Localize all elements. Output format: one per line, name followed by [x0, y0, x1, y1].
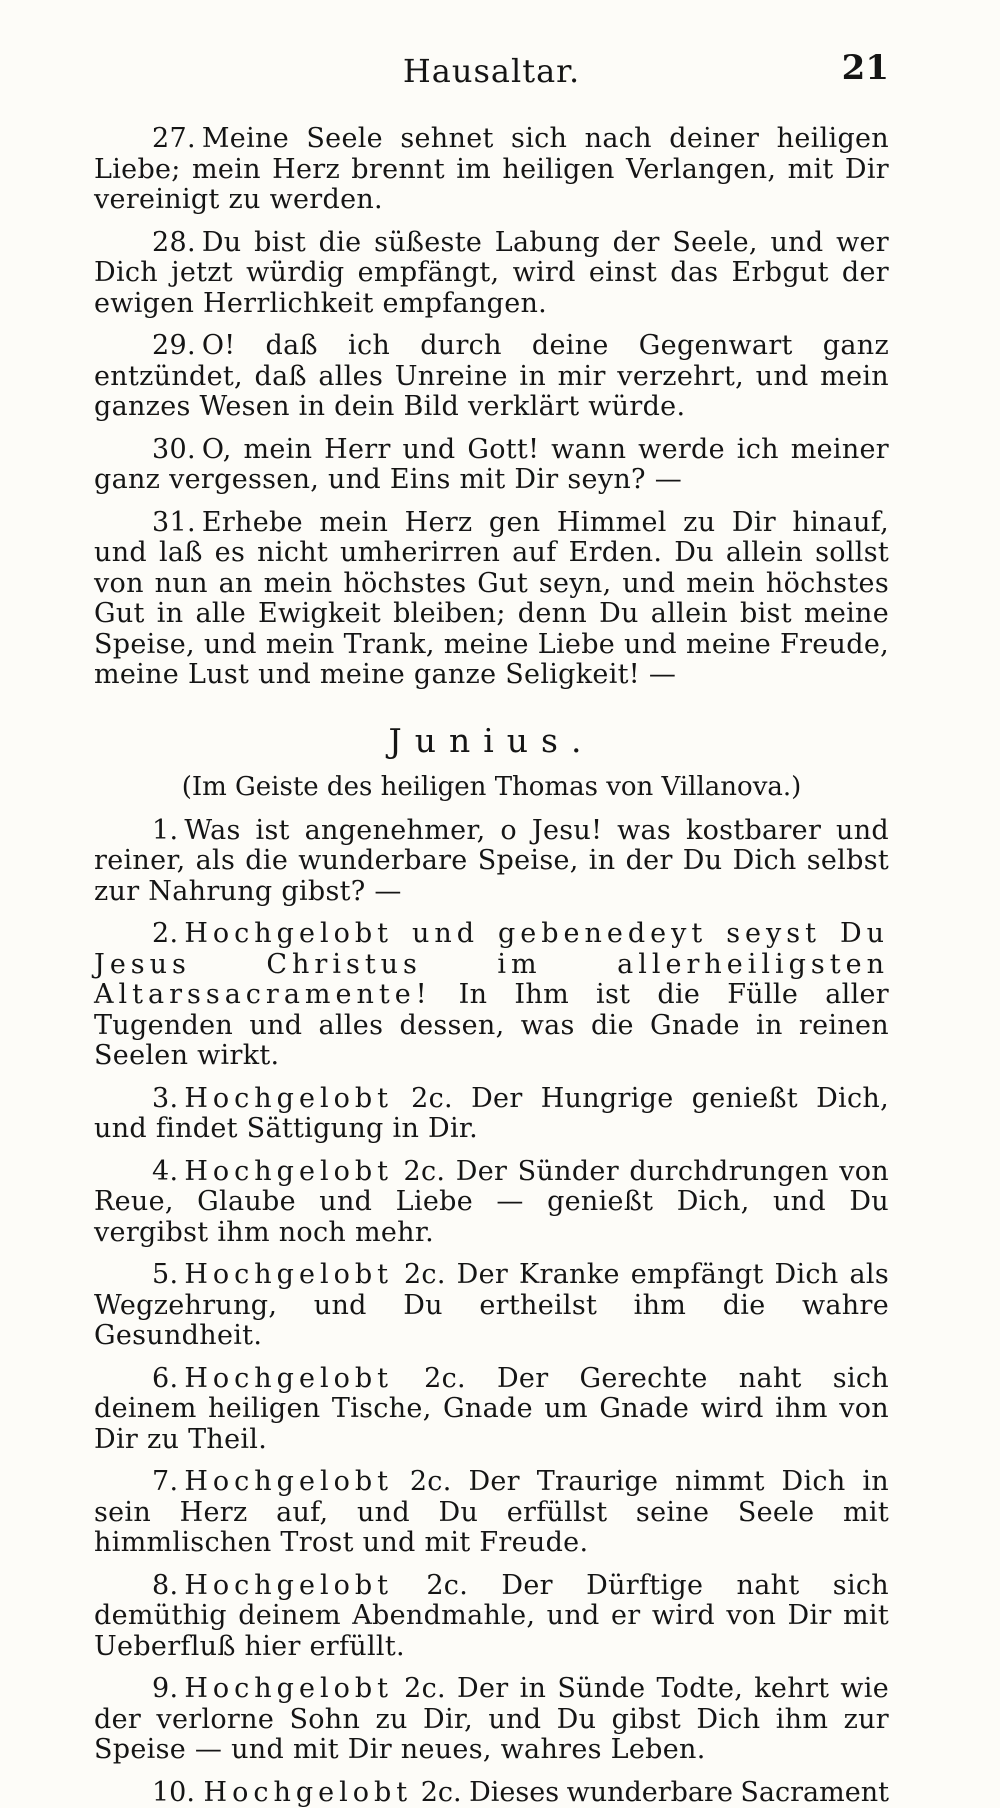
paragraph-text: 2c. Der Traurige nimmt Dich in sein Herz auf, und Du erfüllst seine Seele mit himmlischen Trost und mit Freude. [94, 1466, 889, 1558]
page-number: 21 [842, 48, 889, 88]
paragraph-text: 2c. Der Hungrige genießt Dich, und findet Sättigung in Dir. [94, 1083, 889, 1145]
section-subtitle: (Im Geiste des heiligen Thomas von Villanova.) [94, 772, 889, 802]
spaced-invocation: Hochgelobt [204, 1777, 413, 1808]
paragraph-text: 2c. Der in Sünde Todte, kehrt wie der verlorne Sohn zu Dir, und Du gibst Dich ihm zur Speise — und mit Dir neues, wahres Leben. [94, 1673, 889, 1765]
paragraph-8 [94, 1571, 889, 1663]
paragraph-number: 5. [152, 1259, 178, 1290]
paragraph-28 [94, 228, 889, 320]
paragraph-number: 4. [152, 1156, 178, 1187]
paragraph-text: O! daß ich durch deine Gegenwart ganz entzündet, daß alles Unreine in mir verzehrt, und mein ganzes Wesen in dein Bild verklärt würde. [94, 330, 889, 422]
paragraph-5 [94, 1260, 889, 1352]
section-title: Junius. [94, 721, 889, 760]
paragraph-text: In Ihm ist die Fülle aller Tugenden und alles dessen, was die Gnade in reinen Seelen wirkt. [94, 979, 889, 1071]
paragraph-number: 10. [152, 1777, 195, 1808]
page-header [94, 48, 889, 98]
paragraph-number: 27. [152, 123, 196, 154]
paragraph-3 [94, 1084, 889, 1145]
paragraph-number: 6. [152, 1363, 178, 1394]
page-body [94, 124, 889, 1808]
paragraph-6 [94, 1364, 889, 1456]
spaced-invocation: Hochgelobt [184, 1466, 393, 1497]
spaced-invocation: Hochgelobt [184, 1673, 393, 1704]
paragraph-number: 8. [152, 1570, 178, 1601]
paragraph-number: 7. [152, 1466, 178, 1497]
paragraph-7 [94, 1467, 889, 1559]
paragraph-number: 31. [152, 507, 196, 538]
paragraph-number: 29. [152, 330, 196, 361]
paragraph-text: 2c. Der Dürftige naht sich demüthig deinem Abendmahle, und er wird von Dir mit Ueberfluß hier erfüllt. [94, 1570, 889, 1662]
spaced-invocation: Hochgelobt und gebenedeyt seyst Du Jesus Christus im allerheiligsten Altarssacramente! [94, 918, 889, 1010]
paragraph-text: Was ist angenehmer, o Jesu! was kostbarer und reiner, als die wunderbare Speise, in der Du Dich selbst zur Nahrung gibst? — [94, 815, 889, 907]
spaced-invocation: Hochgelobt [184, 1570, 393, 1601]
spaced-invocation: Hochgelobt [184, 1259, 393, 1290]
paragraph-27 [94, 124, 889, 216]
running-title: Hausaltar. [94, 52, 889, 90]
paragraph-number: 28. [152, 227, 196, 258]
paragraph-4 [94, 1157, 889, 1249]
paragraph-text: 2c. Der Sünder durchdrungen von Reue, Glaube und Liebe — genießt Dich, und Du vergibst ihm noch mehr. [94, 1156, 889, 1248]
paragraph-number: 3. [152, 1083, 178, 1114]
paragraph-9 [94, 1674, 889, 1766]
paragraph-29 [94, 331, 889, 423]
paragraph-number: 30. [152, 434, 196, 465]
word: Dieses [469, 1778, 559, 1808]
paragraph-1 [94, 816, 889, 908]
spaced-invocation: Hochgelobt [184, 1083, 393, 1114]
paragraph-text: O, mein Herr und Gott! wann werde ich meiner ganz vergessen, und Eins mit Dir seyn? — [94, 434, 889, 496]
paragraph-number: 1. [152, 815, 178, 846]
word: Sacrament [740, 1778, 889, 1808]
paragraph-10-first-line [94, 1778, 889, 1808]
spaced-invocation: Hochgelobt [184, 1156, 393, 1187]
abbreviation: 2c. [421, 1777, 462, 1808]
paragraph-text: Meine Seele sehnet sich nach deiner heiligen Liebe; mein Herz brennt im heiligen Verlangen, mit Dir vereinigt zu werden. [94, 123, 889, 215]
paragraph-text: 2c. Der Gerechte naht sich deinem heiligen Tische, Gnade um Gnade wird ihm von Dir zu Theil. [94, 1363, 889, 1455]
paragraph-text: Du bist die süßeste Labung der Seele, und wer Dich jetzt würdig empfängt, wird einst das Erbgut der ewigen Herrlichkeit empfangen. [94, 227, 889, 319]
paragraph-number: 9. [152, 1673, 178, 1704]
paragraph-30 [94, 435, 889, 496]
spaced-invocation: Hochgelobt [184, 1363, 393, 1394]
paragraph-text: Erhebe mein Herz gen Himmel zu Dir hinauf, und laß es nicht umherirren auf Erden. Du allein sollst von nun an mein höchstes Gut seyn, und mein höchstes Gut in alle Ewigkeit bleiben; denn Du allein bist meine Speise, und mein Trank, meine Liebe und meine Freude, meine Lust und meine ganze Seligkeit! — [94, 507, 889, 691]
paragraph-31 [94, 508, 889, 691]
word: wunderbare [567, 1778, 733, 1808]
paragraph-number: 2. [152, 918, 178, 949]
paragraph-text: 2c. Der Kranke empfängt Dich als Wegzehrung, und Du ertheilst ihm die wahre Gesundheit. [94, 1259, 889, 1351]
paragraph-10-lead [152, 1778, 462, 1808]
paragraph-2 [94, 919, 889, 1072]
